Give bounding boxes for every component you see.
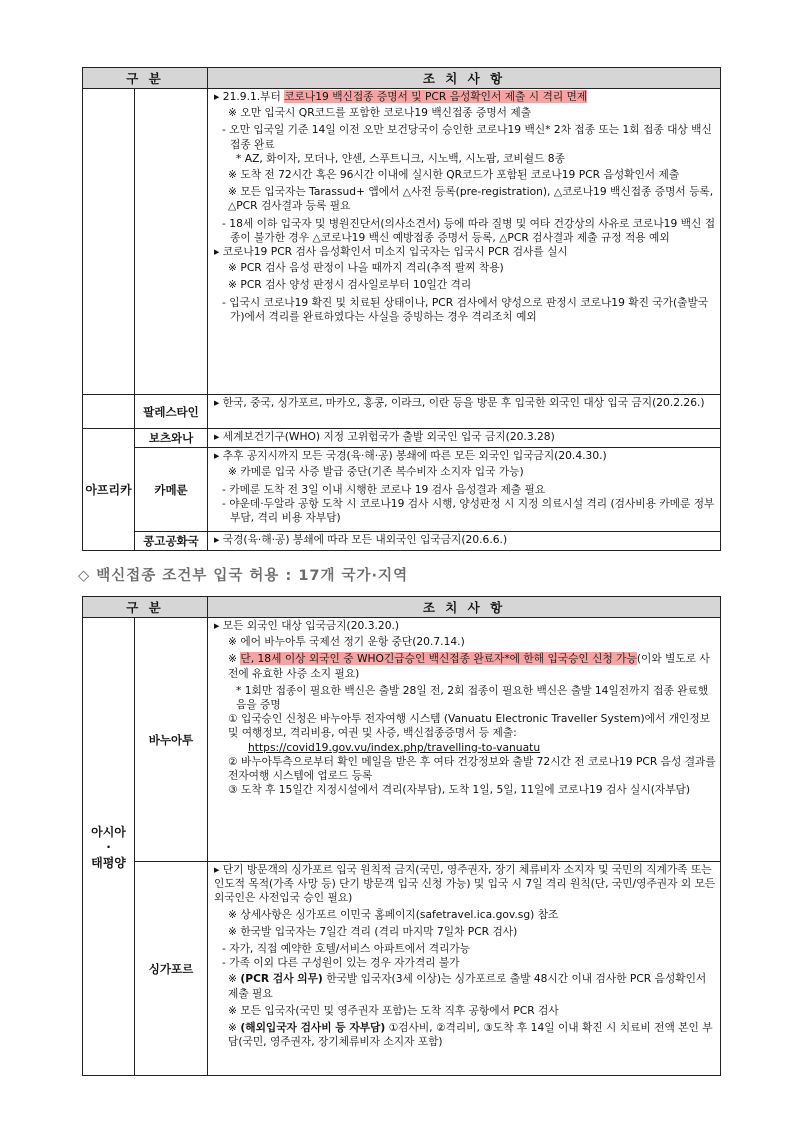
measure-line (214, 168, 716, 182)
measure-text: - 야운데·두알라 공항 도착 시 코로나19 검사 시행, 양성판정 시 지정 의료시설 격리 (검사비용 카메룬 정부 부담, 격리 비용 자부담) (222, 496, 715, 525)
measure-line (214, 497, 716, 525)
measure-text-tail: ①검사비, ②격리비, ③도착 후 14일 이내 확진 시 치료비 전액 본인 부담(국민, 영주권자, 장기체류비자 소지자 포함) (228, 1021, 713, 1049)
measure-text: ▸ 모든 외국인 대상 입국금지(20.3.20.) (214, 619, 400, 632)
measure-line (214, 245, 716, 259)
measure-text: ▸ 국경(육·해·공) 봉쇄에 따라 모든 내외국인 입국금지(20.6.6.) (214, 533, 508, 547)
measures-singapore (208, 862, 721, 1076)
measure-text: ① 입국승인 신청은 바누아투 전자여행 시스템 (Vanuatu Electronic Traveller System)에서 개인정보 및 여행정보, 격리비용, 여권 및 사증, 백신접종증명서 등 제출: (228, 712, 711, 740)
measure-text: ※ 모든 입국자는 Tarassud+ 앱에서 △사전 등록(pre-registration), △코로나19 백신접종 증명서 등록, △PCR 검사결과 등록 필요 (228, 185, 714, 213)
measure-text: ※ 카메룬 입국 사증 발급 중단(기존 복수비자 소지자 입국 가능) (228, 465, 524, 479)
measure-line (214, 106, 716, 120)
measure-text: - 자가, 직접 예약한 호텔/서비스 아파트에서 격리가능 (222, 942, 471, 956)
region-cell-blank-2 (83, 395, 135, 429)
measure-text: * AZ, 화이자, 모더나, 얀센, 스푸트니크, 시노백, 시노팜, 코비쉴드 8종 (236, 151, 565, 165)
measure-line (214, 652, 716, 680)
bold-text: (해외입국자 검사비 등 자부담) (240, 1021, 386, 1035)
country-congo: 콩고공화국 (135, 532, 208, 551)
measures-congo (208, 532, 721, 551)
measure-line (214, 972, 716, 1000)
measure-line (214, 712, 716, 740)
measures-oman (208, 89, 721, 395)
country-botswana: 보츠와나 (135, 429, 208, 448)
measure-line (214, 465, 716, 479)
region-asia-line1: 아시아 (91, 824, 126, 839)
measure-text: ※ 한국발 입국자는 7일간 격리 (격리 마지막 7일차 PCR 검사) (228, 924, 518, 938)
measure-line (214, 635, 716, 649)
measure-line (214, 942, 716, 956)
measure-text: ※ PCR 검사 음성 판정이 나올 때까지 격리(추적 팔찌 착용) (228, 261, 504, 275)
measure-line (214, 684, 716, 712)
measure-text: https://covid19.gov.vu/index.php/travelling-to-vanuatu (248, 740, 541, 754)
measure-line (214, 396, 716, 410)
measure-text: ▸ 세계보건기구(WHO) 지정 고위험국가 출발 외국인 입국 금지(20.3.28) (214, 430, 555, 443)
measure-text: * 1회만 접종이 필요한 백신은 출발 28일 전, 2회 접종이 필요한 백신은 출발 14일전까지 접종 완료했음을 증명 (236, 683, 709, 712)
measure-line (214, 296, 716, 324)
measure-line (214, 217, 716, 245)
measure-line (214, 261, 716, 275)
measure-text: ② 바누아투측으로부터 확인 메일을 받은 후 여타 건강정보와 출발 72시간 전 코로나19 PCR 음성 결과를 전자여행 시스템에 업로드 등록 (228, 754, 716, 783)
measure-text: - 18세 이하 입국자 및 병원진단서(의사소견서) 등에 따라 질병 및 여타 건강상의 사유로 코로나19 백신 접종이 불가한 경우 △코로나19 백신 예방접종 증명서 등록, △PCR 검사결과 제출 규정 적용 예외 (222, 216, 716, 244)
measure-text: ▸ 단기 방문객의 싱가포르 입국 원칙적 금지(국민, 영주권자, 장기 체류비자 소지자 및 국민의 직계가족 또는 인도적 목적(가족 사망 등) 단기 방문객 입국 신청 가능) 및 입국 시 7일 격리 원칙(단, 국민/영주권자 외 모든 외국인은 사전입국 승인 필요) (214, 863, 716, 905)
region-africa: 아프리카 (83, 429, 135, 551)
measure-text: ※ 상세사항은 싱가포르 이민국 홈페이지(safetravel.ica.gov.sg) 참조 (228, 907, 559, 921)
measure-line (214, 90, 716, 104)
measures-table-1 (82, 67, 721, 551)
region-asia-pacific (83, 618, 135, 1076)
measure-text: ※ 에어 바누아투 국제선 정기 운항 중단(20.7.14.) (228, 635, 465, 649)
measure-line (214, 483, 716, 497)
measure-line (214, 863, 716, 906)
measure-line (214, 430, 716, 444)
measure-text-tail: (이와 별도로 사전에 유효한 사증 소지 필요) (228, 652, 710, 680)
region-asia-line2: · (106, 839, 111, 854)
measure-line (214, 1021, 716, 1049)
header-category: 구 분 (83, 68, 208, 89)
country-cameroon: 카메룬 (135, 448, 208, 532)
measure-text: ▸ 추후 공지시까지 모든 국경(육·해·공) 봉쇄에 따른 모든 외국인 입국금지(20.4.30.) (214, 449, 607, 463)
measure-text: - 가족 이외 다른 구성원이 있는 경우 자가격리 불가 (222, 956, 460, 970)
header-measures: 조 치 사 항 (208, 68, 721, 89)
measure-line (214, 741, 716, 755)
measure-text: ※ PCR 검사 양성 판정시 검사일로부터 10일간 격리 (228, 278, 472, 292)
measure-line (214, 925, 716, 939)
measures-cameroon (208, 448, 721, 532)
country-palestine: 팔레스타인 (135, 395, 208, 429)
measure-line (214, 449, 716, 463)
region-asia-line3: 태평양 (91, 855, 126, 870)
measure-text: - 카메룬 도착 전 3일 이내 시행한 코로나 19 검사 음성결과 제출 필요 (222, 482, 546, 496)
measure-text-tail: 한국발 입국자(3세 이상)는 싱가포르로 출발 48시간 이내 검사한 PCR 음성확인서 제출 필요 (228, 972, 707, 1000)
measure-text: ※ (228, 1021, 241, 1035)
measure-text: - 오만 입국일 기준 14일 이전 오만 보건당국이 승인한 코로나19 백신* 2차 접종 또는 1회 접종 대상 백신 접종 완료 (222, 123, 712, 151)
section-title: ◇ 백신접종 조건부 입국 허용 : 17개 국가·지역 (78, 568, 409, 584)
measure-line (214, 533, 716, 547)
country-singapore: 싱가포르 (135, 862, 208, 1076)
measure-text: ※ 도착 전 72시간 혹은 96시간 이내에 실시한 QR코드가 포함된 코로나19 PCR 음성확인서 제출 (228, 168, 680, 182)
country-cell-oman (135, 89, 208, 395)
measure-text: ※ 오만 입국시 QR코드를 포함한 코로나19 백신접종 증명서 제출 (228, 106, 532, 120)
measure-line (214, 755, 716, 783)
measures-palestine (208, 395, 721, 429)
highlighted-text: 코로나19 백신접종 증명서 및 PCR 음성확인서 제출 시 격리 면제 (284, 90, 588, 103)
region-cell-blank (83, 89, 135, 395)
measures-table-2 (82, 596, 721, 1076)
measure-text: - 입국시 코로나19 확진 및 치료된 상태이나, PCR 검사에서 양성으로 판정시 코로나19 확진 국가(출발국가)에서 격리를 완료하였다는 사실을 증빙하는 경우 격리조치 예외 (222, 295, 709, 323)
measure-line (214, 185, 716, 213)
measures-botswana (208, 429, 721, 448)
country-vanuatu: 바누아투 (135, 618, 208, 862)
measure-text: ▸ 한국, 중국, 싱가포르, 마카오, 홍콩, 이라크, 이란 등을 방문 후 입국한 외국인 대상 입국 금지(20.2.26.) (214, 396, 705, 409)
header-category-2: 구 분 (83, 597, 208, 618)
measure-text: ※ (228, 652, 241, 666)
bold-text: (PCR 검사 의무) (240, 972, 323, 986)
measures-vanuatu (208, 618, 721, 862)
measure-text: ※ 모든 입국자(국민 및 영주권자 포함)는 도착 직후 공항에서 PCR 검사 (228, 1003, 559, 1017)
measure-line (214, 152, 716, 166)
measure-line (214, 908, 716, 922)
measure-line (214, 1004, 716, 1018)
measure-line (214, 278, 716, 292)
measure-text: ③ 도착 후 15일간 지정시설에서 격리(자부담), 도착 1일, 5일, 11일에 코로나19 검사 실시(자부담) (228, 783, 691, 797)
measure-text: ※ (228, 972, 241, 986)
measure-line (214, 956, 716, 970)
measure-text: ▸ 코로나19 PCR 검사 음성확인서 미소지 입국자는 입국시 PCR 검사를 실시 (214, 245, 568, 259)
highlighted-text: 단, 18세 이상 외국인 중 WHO긴급승인 백신접종 완료자*에 한해 입국승인 신청 가능 (240, 652, 637, 666)
measure-line (214, 123, 716, 151)
measure-line (214, 783, 716, 797)
measure-text: ▸ 21.9.1.부터 (214, 90, 285, 103)
measure-line (214, 619, 716, 633)
header-measures-2: 조 치 사 항 (208, 597, 721, 618)
